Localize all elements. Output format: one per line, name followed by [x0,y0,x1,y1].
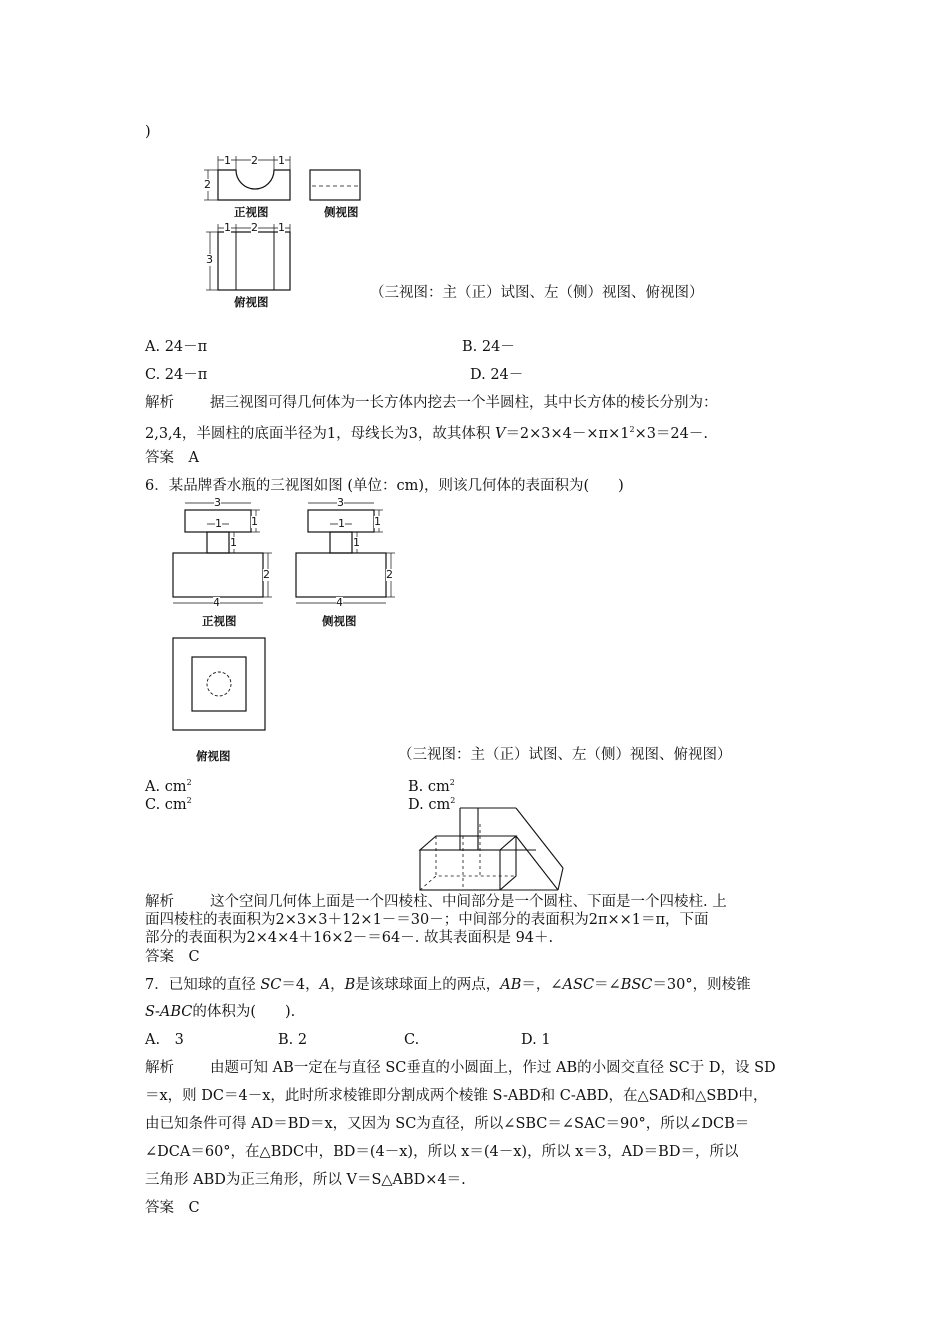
q6-front-label: 正视图 [202,614,237,628]
q7-analysis-line-5: 三角形 ABD为正三角形，所以 V＝S△ABD×4＝. [145,1172,466,1188]
q6-side-neck-h: 1 [353,536,360,549]
q6-front-base-h: 2 [263,568,270,581]
q6-solid-figure [418,806,568,894]
q7-question-line-2: S-ABC的体积为( ). [145,1004,296,1020]
top-paren: ) [145,124,151,140]
q6-side-label: 侧视图 [322,614,357,628]
q7-question-line-1: 7．已知球的直径 SC＝4，A，B是该球球面上的两点，AB＝，∠ASC＝∠BSC＝30°，则棱锥 [145,977,751,993]
q6-side-top-width: 3 [337,496,344,509]
q6-top-label: 俯视图 [196,749,231,763]
q5-option-c: C. 24－π [145,367,208,383]
q6-analysis-line-2: 面四棱柱的表面积为2×3×3＋12×1－＝30－；中间部分的表面积为2π××1＝π，下面 [145,912,709,928]
q7-analysis-label: 解析 [145,1060,174,1076]
q7-option-b: B. 2 [278,1032,308,1048]
q7-option-a: A. 3 [145,1032,184,1048]
q7-answer: 答案 C [145,1200,200,1216]
q6-front-top-width: 3 [214,496,221,509]
q5-figure-note: （三视图：主（正）试图、左（侧）视图、俯视图） [370,285,704,301]
q5-top-dim-1b: 1 [278,221,285,234]
q6-analysis-line-3: 部分的表面积为2×4×4＋16×2－＝64－. 故其表面积是 94＋. [145,930,554,946]
q6-side-neck-width: 1 [338,517,345,530]
q6-analysis-line-1: 这个空间几何体上面是一个四棱柱、中间部分是一个圆柱、下面是一个四棱柱. 上 [210,894,727,910]
q5-front-label: 正视图 [234,205,269,219]
q5-top-dim-2: 2 [251,221,258,234]
q5-dim-1b: 1 [278,154,285,167]
top-view-shape [218,232,290,290]
q5-dim-2: 2 [251,154,258,167]
q6-option-b: B. $cm^2$ [408,778,455,795]
q6-option-d: D. $cm^2$ [408,796,456,813]
q6-front-neck-h: 1 [230,536,237,549]
q5-dim-1a: 1 [224,154,231,167]
q5-dim-h2: 2 [204,178,211,191]
q6-side-cap-h: 1 [374,515,381,528]
q7-analysis-line-1: 由题可知 AB一定在与直径 SC垂直的小圆面上，作过 AB的小圆交直径 SC于 D，设 SD [210,1060,776,1076]
q5-top-dim-1a: 1 [224,221,231,234]
q7-analysis-line-4: ∠DCA＝60°，在△BDC中，BD＝(4－x)，所以 x＝(4－x)，所以 x＝3，AD＝BD＝，所以 [145,1144,739,1160]
q6-answer: 答案 C [145,949,200,965]
q7-option-c: C. [404,1032,420,1048]
q6-option-a: A. $cm^2$ [145,778,192,795]
front-view-shape [218,170,290,200]
q5-dim-h3: 3 [206,253,213,266]
q6-three-view-figure [160,495,410,745]
q7-analysis-line-2: ＝x，则 DC＝4－x，此时所求棱锥即分割成两个棱锥 S-ABD和 C-ABD，在△SAD和△SBD中， [145,1088,768,1104]
q6-analysis-label: 解析 [145,894,174,910]
q6-front-cap-h: 1 [251,515,258,528]
q6-figure-note: （三视图：主（正）试图、左（侧）视图、俯视图） [398,747,732,763]
q7-option-d: D. 1 [521,1032,551,1048]
q5-option-a: A. 24－π [145,339,208,355]
q6-side-base-h: 2 [386,568,393,581]
q6-side-base-w: 4 [336,596,343,609]
q5-analysis-label: 解析 [145,395,174,411]
q7-analysis-line-3: 由已知条件可得 AD＝BD＝x，又因为 SC为直径，所以∠SBC＝∠SAC＝90°，所以∠DCB＝ [145,1116,750,1132]
q5-analysis-line-1: 据三视图可得几何体为一长方体内挖去一个半圆柱，其中长方体的棱长分别为： [210,395,718,411]
q5-top-label: 俯视图 [234,295,269,309]
q6-option-c: C. $cm^2$ [145,796,192,813]
side-view-shape [310,170,360,200]
q5-answer: 答案 A [145,450,199,466]
q5-analysis-line-2: 2,3,4，半圆柱的底面半径为1，母线长为3，故其体积 $V=2\times 3\times 4-\times\pi\times 1^2\times 3=24-$. [145,425,708,442]
q6-front-base-w: 4 [213,596,220,609]
q5-side-label: 侧视图 [324,205,359,219]
q6-question: 6．某品牌香水瓶的三视图如图 (单位：cm)，则该几何体的表面积为( ) [145,478,624,494]
q5-option-d: D. 24－ [470,367,524,383]
q5-option-b: B. 24－ [462,339,515,355]
q6-front-neck-width: 1 [215,517,222,530]
